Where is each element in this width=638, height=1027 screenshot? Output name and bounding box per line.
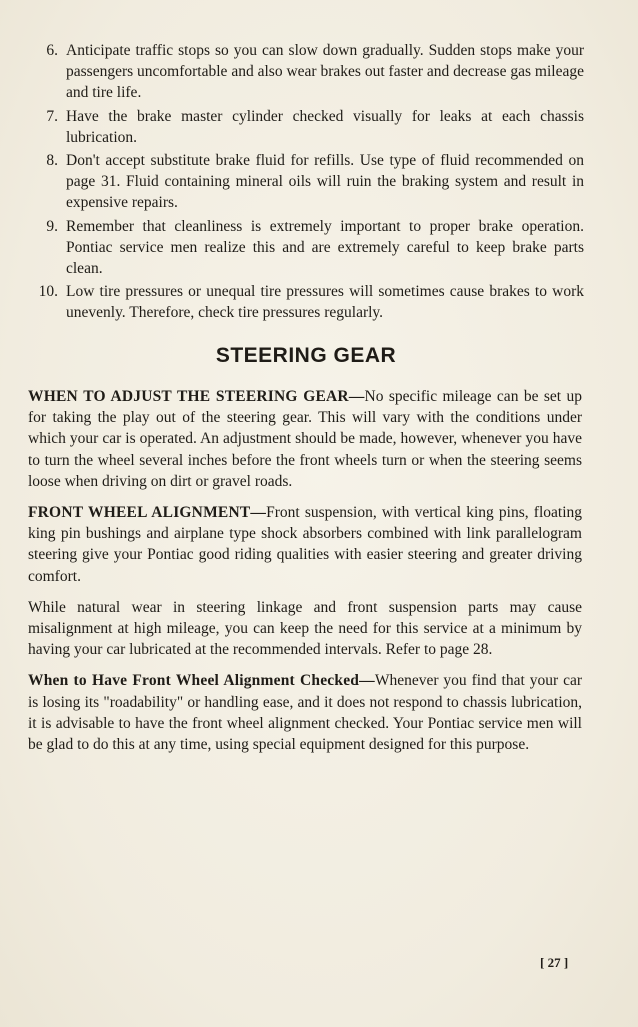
section-heading: STEERING GEAR xyxy=(215,344,397,367)
paragraph-lead: FRONT WHEEL ALIGNMENT— xyxy=(28,504,267,522)
paragraph-text: While natural wear in steering linkage and front suspension parts may cause misalignment at high mileage, you can keep the need for this service at a minimum by having your car lubricated at the recommended intervals. Refer to page 28. xyxy=(28,598,582,659)
paragraph-lead: When to Have Front Wheel Alignment Checked— xyxy=(28,672,375,690)
paragraph-text: Whenever you find that your car is losing its "roadability" or handling ease, and it does not respond to chassis lubrication, it is advisable to have the front wheel alignment checked. Your Pontiac service men will be glad to do this at any time, using special equipment designed for this purpose. xyxy=(28,672,582,754)
list-item xyxy=(28,106,584,148)
list-item-number: 8. xyxy=(46,152,58,170)
list-item-number: 6. xyxy=(46,42,58,59)
list-item xyxy=(28,216,584,280)
paragraph-text: No specific mileage can be set up for taking the play out of the steering gear. This will vary with the conditions under which your car is operated. An adjustment should be made, however, whenever you have to turn the wheel several inches before the front wheels turn or when the steering seems loose when driving on dirt or gravel roads. xyxy=(28,388,582,490)
list-item-text: Have the brake master cylinder checked visually for leaks at each chassis lubrication. xyxy=(66,107,584,146)
list-item-text: Anticipate traffic stops so you can slow down gradually. Sudden stops make your passengers uncomfortable and also wear brakes out faster and decrease gas mileage and tire life. xyxy=(66,42,584,102)
paragraph-when-to-check-alignment xyxy=(28,670,582,755)
list-item xyxy=(28,40,584,104)
paragraph-lead: WHEN TO ADJUST THE STEERING GEAR— xyxy=(28,388,365,405)
paragraph-natural-wear xyxy=(28,597,582,661)
list-item xyxy=(28,150,584,214)
list-item-text: Remember that cleanliness is extremely important to proper brake operation. Pontiac service men realize this and are extremely careful to keep brake parts clean. xyxy=(66,217,584,278)
list-item-number: 10. xyxy=(38,283,58,301)
brake-tips-list xyxy=(28,40,584,326)
list-item-number: 7. xyxy=(46,107,58,125)
list-item xyxy=(28,281,584,323)
list-item-text: Don't accept substitute brake fluid for refills. Use type of fluid recommended on page 31. Fluid containing mineral oils will ruin the braking system and result in expensive repairs. xyxy=(66,152,584,212)
list-item-text: Low tire pressures or unequal tire pressures will sometimes cause brakes to work unevenly. Therefore, check tire pressures regularly. xyxy=(66,283,584,322)
section-body xyxy=(28,386,582,765)
paragraph-front-wheel-alignment xyxy=(28,502,582,587)
paragraph-text: Front suspension, with vertical king pins, floating king pin bushings and airplane type shock absorbers combined with link parallelogram steering give your Pontiac good riding qualities with easier steering and greater driving comfort. xyxy=(28,504,582,585)
paragraph-adjust-steering-gear xyxy=(28,386,582,492)
list-item-number: 9. xyxy=(46,217,58,235)
page-number: [ 27 ] xyxy=(540,955,569,970)
